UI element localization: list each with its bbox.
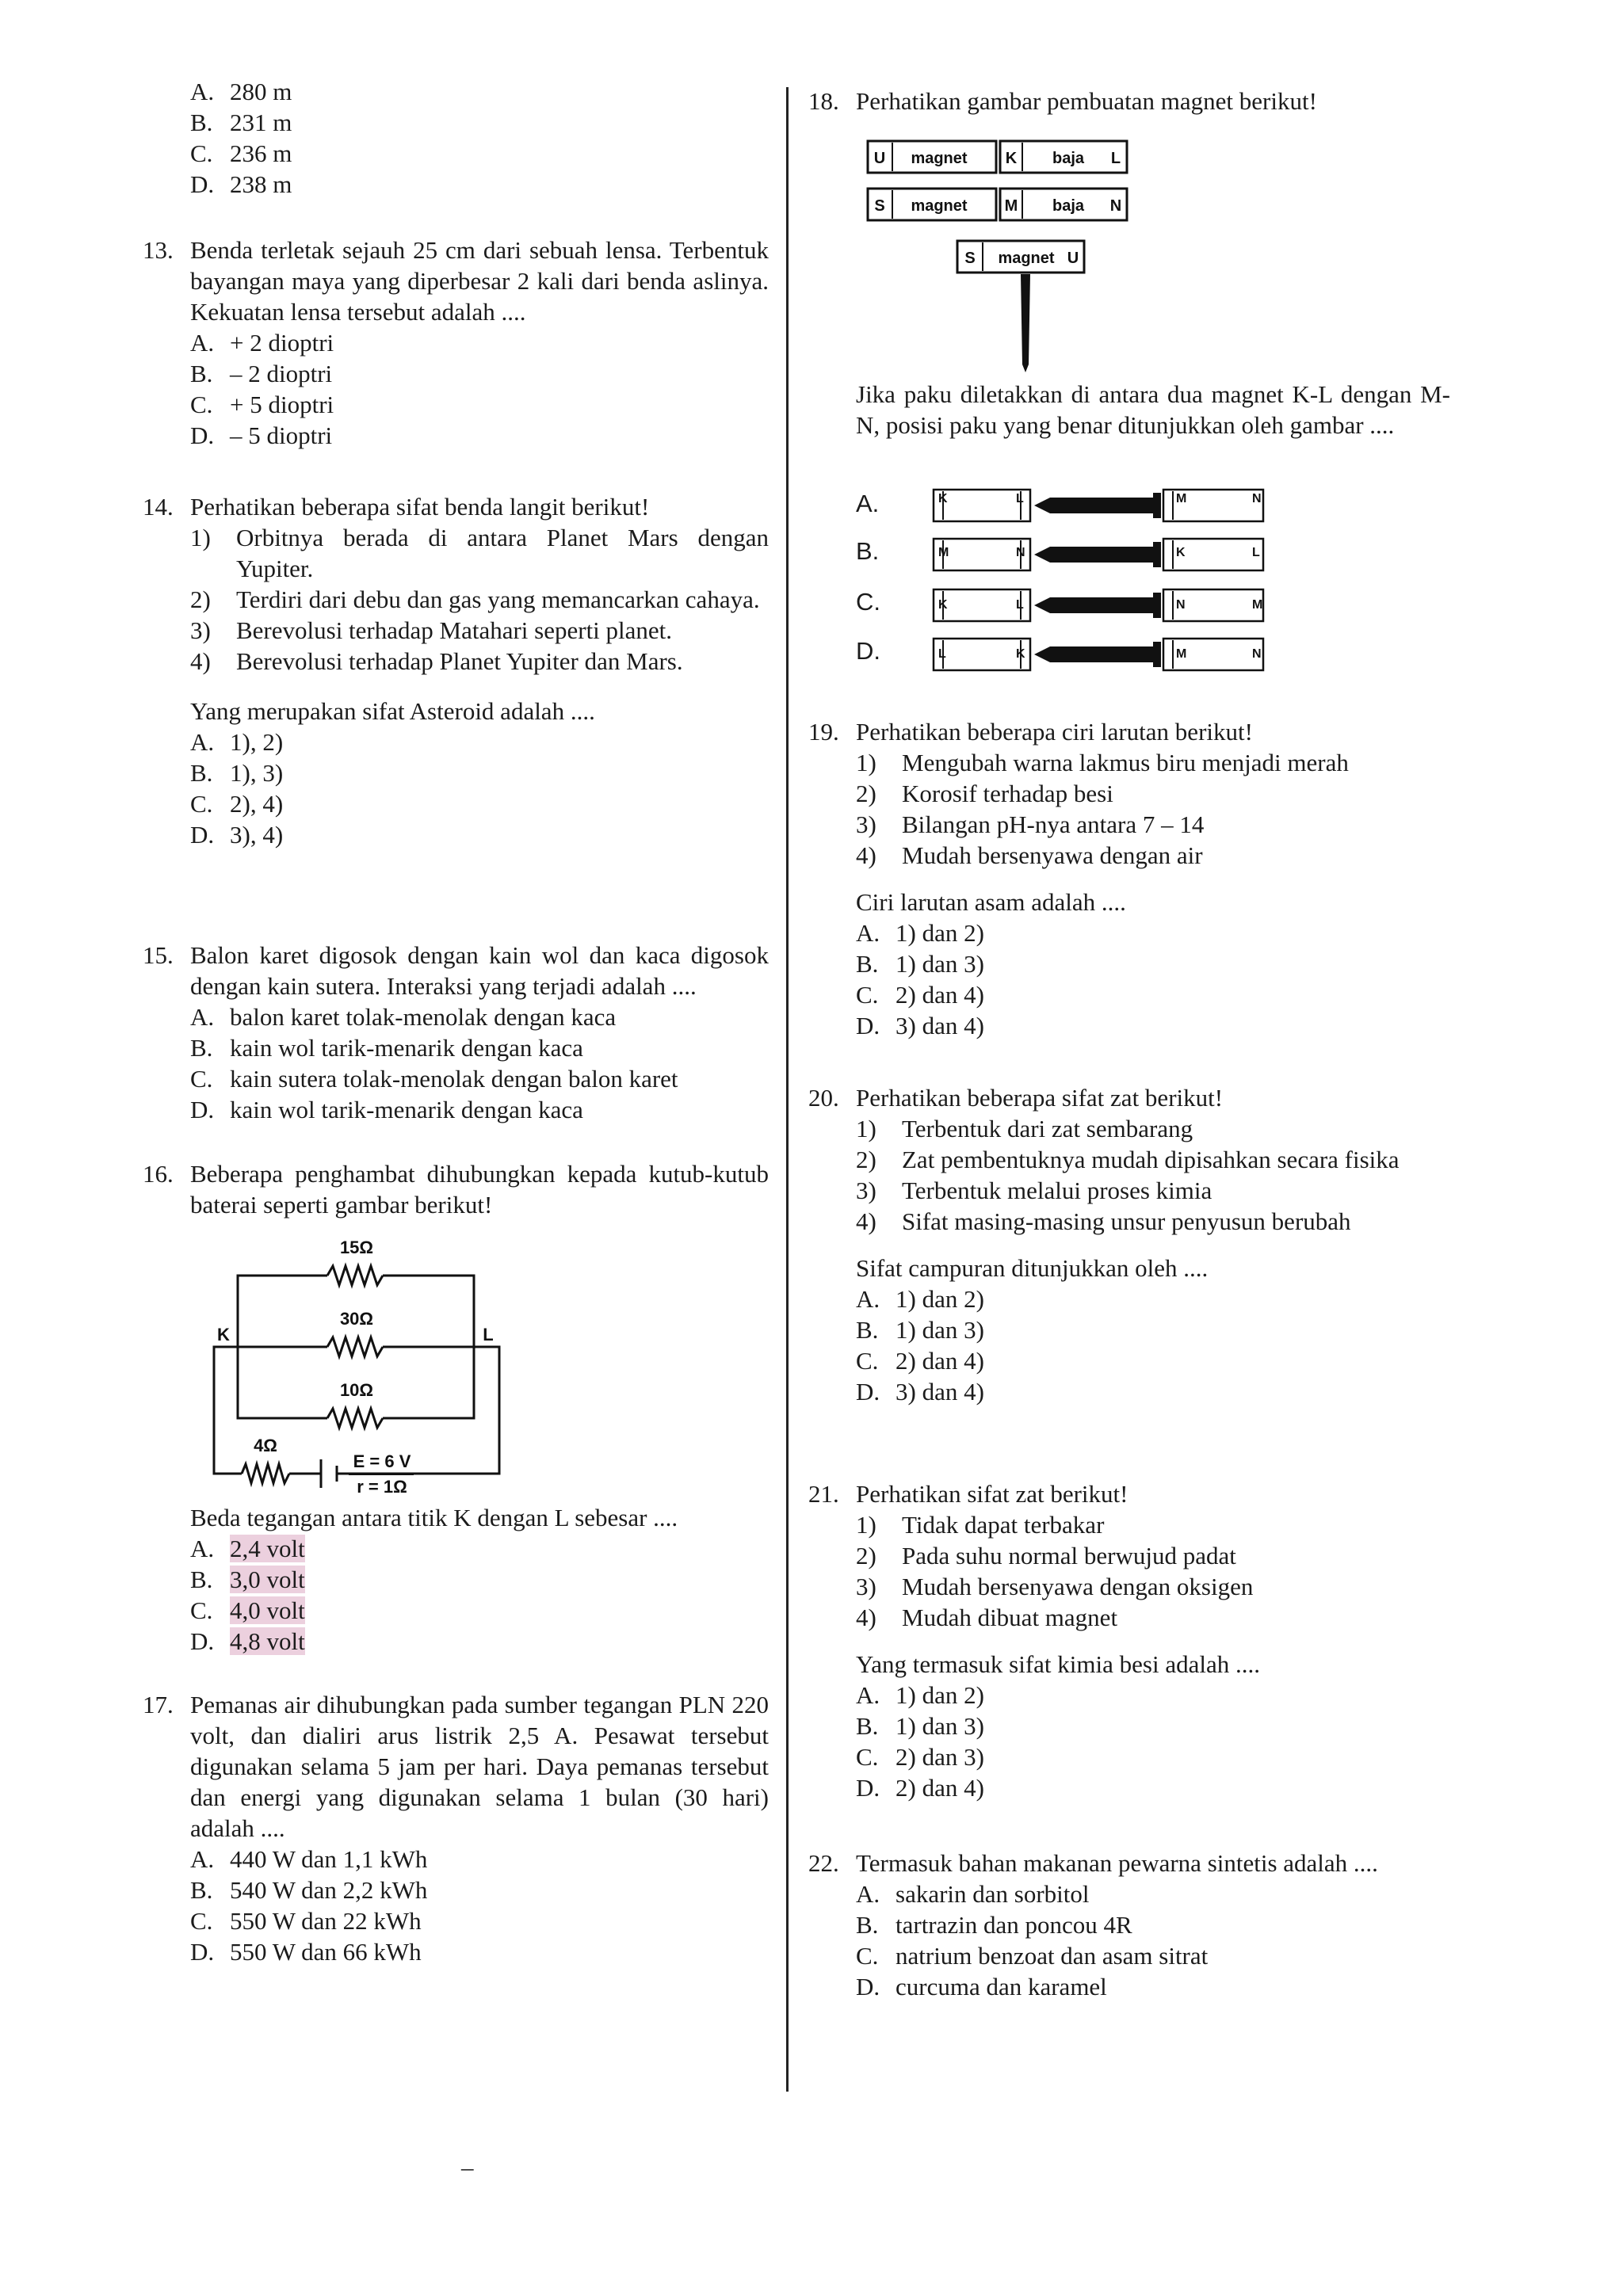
svg-text:baja: baja	[1052, 150, 1085, 167]
svg-text:N: N	[1176, 598, 1186, 612]
option-c[interactable]: C. 2) dan 4)	[856, 981, 984, 1009]
emf-label: E = 6 V	[353, 1451, 411, 1471]
option-b[interactable]: B. 1) dan 3)	[856, 1316, 984, 1344]
question-text: Termasuk bahan makanan pewarna sintetis adalah ....	[856, 1849, 1378, 1877]
svg-text:M: M	[1004, 197, 1018, 215]
svg-text:U: U	[1067, 250, 1079, 267]
node-l-label: L	[483, 1325, 494, 1344]
svg-text:magnet: magnet	[911, 150, 968, 167]
option-b[interactable]: B. – 2 dioptri	[190, 360, 333, 387]
statement-3: 3) Mudah bersenyawa dengan oksigen	[856, 1573, 1254, 1600]
question-text: Pemanas air dihubungkan pada sumber tegangan PLN 220 volt, dan dialiri arus listrik 2,5 A. Pesawat tersebut digunakan selama 5 jam per hari. Daya pemanas tersebut dan energi yang digunakan selama 1 bulan (30 hari) adalah ....	[190, 1691, 769, 1842]
question-text: Perhatikan beberapa ciri larutan berikut!	[856, 718, 1253, 746]
svg-text:M: M	[1252, 598, 1263, 612]
option-c[interactable]: C. natrium benzoat dan asam sitrat	[856, 1942, 1209, 1970]
svg-text:K: K	[1176, 546, 1186, 559]
question-18	[808, 86, 1450, 116]
option-c[interactable]: C. kain sutera tolak-menolak dengan balon karet	[190, 1065, 678, 1093]
options	[190, 727, 769, 850]
svg-text:A.: A.	[856, 490, 880, 517]
svg-text:N: N	[1016, 546, 1025, 559]
question-number: 14.	[143, 493, 174, 521]
question-number: 20.	[808, 1084, 839, 1112]
question-text: Balon karet digosok dengan kain wol dan kaca digosok dengan kain sutera. Interaksi yang terjadi adalah ....	[190, 941, 769, 1000]
statement-1: 1) Mengubah warna lakmus biru menjadi merah	[856, 749, 1349, 776]
svg-text:K: K	[1016, 647, 1025, 661]
question-number: 19.	[808, 718, 839, 746]
options	[856, 1680, 1450, 1803]
question-prompt: Sifat campuran ditunjukkan oleh ....	[856, 1254, 1209, 1282]
internal-resistance-label: r = 1Ω	[357, 1477, 407, 1497]
question-text: Benda terletak sejauh 25 cm dari sebuah lensa. Terbentuk bayangan maya yang diperbesar 2 kali dari benda aslinya. Kekuatan lensa tersebut adalah ....	[190, 236, 769, 326]
option-c[interactable]: C. 236 m	[190, 139, 292, 167]
question-text: Perhatikan beberapa sifat benda langit berikut!	[190, 493, 650, 521]
statement-2: 2) Zat pembentuknya mudah dipisahkan secara fisika	[856, 1146, 1400, 1173]
option-b[interactable]: B. 3,0 volt	[190, 1566, 305, 1593]
q18-options	[856, 483, 1331, 681]
question-text: Beberapa penghambat dihubungkan kepada kutub-kutub baterai seperti gambar berikut!	[190, 1160, 769, 1219]
option-d[interactable]: D. 2) dan 4)	[856, 1774, 984, 1802]
svg-text:C.: C.	[856, 588, 880, 616]
nail-c	[1034, 593, 1161, 618]
statement-2: 2) Terdiri dari debu dan gas yang memancarkan cahaya.	[190, 585, 760, 613]
options	[190, 1844, 769, 1967]
svg-text:L: L	[938, 647, 946, 661]
option-a[interactable]: A. 1) dan 2)	[856, 1681, 984, 1709]
question-number: 15.	[143, 941, 174, 969]
svg-text:magnet: magnet	[998, 250, 1055, 267]
svg-text:L: L	[1016, 492, 1024, 505]
option-d[interactable]: D. 3) dan 4)	[856, 1378, 984, 1405]
options	[856, 917, 1450, 1041]
statement-4: 4) Mudah dibuat magnet	[856, 1604, 1118, 1631]
option-a[interactable]: A. 1) dan 2)	[856, 1285, 984, 1313]
svg-text:L: L	[1110, 150, 1121, 167]
question-text: Perhatikan sifat zat berikut!	[856, 1480, 1128, 1508]
question-21	[808, 1478, 1450, 1803]
statement-2: 2) Pada suhu normal berwujud padat	[856, 1542, 1236, 1569]
question-19	[808, 716, 1450, 1041]
option-d[interactable]: D. 238 m	[190, 170, 292, 198]
statement-list	[856, 1113, 1450, 1237]
question-13	[143, 235, 769, 451]
option-a[interactable]: A. 2,4 volt	[190, 1535, 305, 1562]
svg-text:S: S	[964, 250, 976, 267]
node-k-label: K	[217, 1325, 230, 1344]
q12-options	[190, 76, 428, 200]
question-prompt: Yang merupakan sifat Asteroid adalah ....	[190, 697, 595, 725]
option-d[interactable]: D. curcuma dan karamel	[856, 1973, 1107, 2000]
magnet-making-figure	[864, 135, 1149, 372]
svg-text:D.: D.	[856, 637, 880, 665]
option-d[interactable]: D. kain wol tarik-menarik dengan kaca	[190, 1096, 583, 1123]
option-c[interactable]: C. 2) dan 3)	[856, 1743, 984, 1771]
question-22	[808, 1848, 1450, 2002]
nail-a	[1034, 493, 1161, 518]
option-b[interactable]: B. kain wol tarik-menarik dengan kaca	[190, 1034, 583, 1062]
statement-4: 4) Berevolusi terhadap Planet Yupiter dan Mars.	[190, 647, 683, 675]
q18-option-diagrams	[856, 483, 1331, 681]
question-prompt: Ciri larutan asam adalah ....	[856, 888, 1126, 916]
column-divider	[786, 87, 789, 2092]
svg-text:N: N	[1252, 647, 1262, 661]
statement-1: 1) Terbentuk dari zat sembarang	[856, 1115, 1193, 1142]
statement-1: 1) Orbitnya berada di antara Planet Mars dengan Yupiter.	[190, 524, 769, 582]
question-prompt: Yang termasuk sifat kimia besi adalah ....	[856, 1650, 1260, 1678]
question-number: 17.	[143, 1691, 174, 1718]
iron-nail	[1021, 274, 1030, 372]
statement-list	[856, 747, 1450, 871]
question-number: 18.	[808, 87, 839, 115]
question-20	[808, 1082, 1450, 1407]
option-b[interactable]: B. 231 m	[190, 109, 292, 136]
question-17	[143, 1689, 769, 1967]
question-15	[143, 940, 769, 1125]
nail-d	[1034, 642, 1161, 667]
question-16-prompt	[143, 1502, 769, 1657]
svg-text:M: M	[1176, 647, 1187, 661]
option-a[interactable]: A. + 2 dioptri	[190, 329, 334, 357]
option-b[interactable]: B. tartrazin dan poncou 4R	[856, 1911, 1132, 1939]
option-a[interactable]: A. 1) dan 2)	[856, 919, 984, 947]
svg-text:K: K	[938, 492, 948, 505]
option-b[interactable]: B. 540 W dan 2,2 kWh	[190, 1876, 428, 1904]
option-b[interactable]: B. 1), 3)	[190, 759, 284, 787]
options	[190, 1533, 769, 1657]
svg-text:K: K	[938, 598, 948, 612]
question-prompt: Jika paku diletakkan di antara dua magnet K-L dengan M-N, posisi paku yang benar ditunjukkan oleh gambar ....	[856, 380, 1450, 439]
resistor-label-15: 15Ω	[339, 1238, 374, 1257]
question-16	[143, 1158, 769, 1220]
statement-list	[856, 1509, 1450, 1633]
options	[190, 1001, 769, 1125]
question-14	[143, 491, 769, 850]
svg-text:M: M	[938, 546, 949, 559]
statement-1: 1) Tidak dapat terbakar	[856, 1511, 1105, 1539]
option-c[interactable]: C. 550 W dan 22 kWh	[190, 1907, 422, 1935]
resistor-label-30: 30Ω	[339, 1309, 374, 1329]
statement-3: 3) Bilangan pH-nya antara 7 – 14	[856, 810, 1205, 838]
option-c[interactable]: C. 2) dan 4)	[856, 1347, 984, 1375]
option-c[interactable]: C. 2), 4)	[190, 790, 284, 818]
question-number: 22.	[808, 1849, 839, 1877]
option-a[interactable]: A. 280 m	[190, 78, 292, 105]
svg-text:B.: B.	[856, 537, 880, 565]
statement-3: 3) Terbentuk melalui proses kimia	[856, 1177, 1212, 1204]
option-a[interactable]: A. 440 W dan 1,1 kWh	[190, 1845, 428, 1873]
option-a[interactable]: A. balon karet tolak-menolak dengan kaca	[190, 1003, 617, 1031]
option-d[interactable]: D. 3) dan 4)	[856, 1012, 984, 1039]
svg-text:S: S	[874, 197, 885, 215]
resistor-label-10: 10Ω	[339, 1380, 374, 1400]
question-text: Perhatikan gambar pembuatan magnet berikut!	[856, 87, 1317, 115]
svg-text:L: L	[1252, 546, 1260, 559]
svg-text:N: N	[1252, 492, 1262, 505]
question-prompt: Beda tegangan antara titik K dengan L sebesar ....	[190, 1504, 678, 1531]
option-c[interactable]: C. 4,0 volt	[190, 1596, 305, 1624]
svg-text:baja: baja	[1052, 197, 1085, 215]
option-b[interactable]: B. 1) dan 3)	[856, 950, 984, 978]
question-18-prompt	[856, 379, 1450, 441]
resistor-label-4: 4Ω	[254, 1436, 277, 1455]
option-d[interactable]: D. 4,8 volt	[190, 1627, 305, 1655]
svg-text:N: N	[1109, 197, 1122, 215]
svg-text:K: K	[1005, 150, 1018, 167]
option-a[interactable]: A. 1), 2)	[190, 728, 284, 756]
question-number: 16.	[143, 1160, 174, 1188]
option-c[interactable]: C. + 5 dioptri	[190, 391, 334, 418]
question-number: 21.	[808, 1480, 839, 1508]
statement-list	[190, 522, 769, 677]
options	[856, 1878, 1450, 2002]
footer-mark: –	[461, 2153, 474, 2181]
option-d[interactable]: D. – 5 dioptri	[190, 421, 333, 449]
nail-b	[1034, 542, 1161, 567]
option-d[interactable]: D. 3), 4)	[190, 821, 284, 849]
option-a[interactable]: A. sakarin dan sorbitol	[856, 1880, 1090, 1908]
svg-text:M: M	[1176, 492, 1187, 505]
options	[856, 1283, 1450, 1407]
statement-3: 3) Berevolusi terhadap Matahari seperti planet.	[190, 616, 673, 644]
question-number: 13.	[143, 236, 174, 264]
svg-text:magnet: magnet	[911, 197, 968, 215]
question-text: Perhatikan beberapa sifat zat berikut!	[856, 1084, 1224, 1112]
circuit-diagram	[206, 1236, 586, 1497]
svg-text:L: L	[1016, 598, 1024, 612]
option-d[interactable]: D. 550 W dan 66 kWh	[190, 1938, 422, 1966]
statement-2: 2) Korosif terhadap besi	[856, 780, 1113, 807]
options	[190, 327, 769, 451]
statement-4: 4) Sifat masing-masing unsur penyusun berubah	[856, 1207, 1351, 1235]
statement-4: 4) Mudah bersenyawa dengan air	[856, 841, 1203, 869]
option-b[interactable]: B. 1) dan 3)	[856, 1712, 984, 1740]
svg-text:U: U	[873, 150, 886, 167]
